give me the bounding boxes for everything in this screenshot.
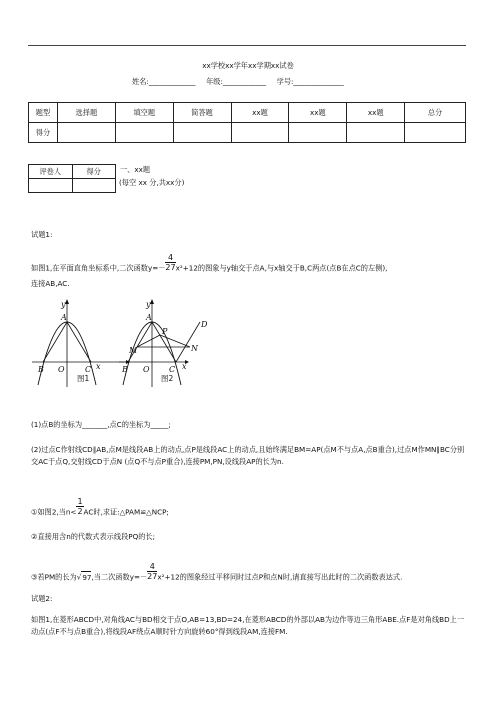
name-label: 姓名: (132, 77, 149, 86)
score-table-score-row (29, 123, 466, 143)
q1-sub1-text: ①如图2,当n< (31, 507, 77, 517)
score-row-label: 得分 (29, 123, 58, 143)
exam-title: xx学校xx学年xx学期xx试卷 (202, 61, 294, 70)
label-b: B (122, 365, 128, 374)
section-subtitle: (每空 xx 分,共xx分) (119, 178, 185, 187)
label-n: N (191, 344, 198, 353)
label-y: y (146, 300, 151, 309)
label-x: x (96, 362, 101, 371)
segment-pn (160, 335, 190, 347)
score-input-cell[interactable] (57, 123, 115, 143)
question-1-sub-3 (31, 562, 403, 587)
figure-2-caption: 图2 (161, 374, 174, 383)
fraction (147, 562, 157, 581)
score-cell: 选择题 (57, 103, 115, 123)
fraction (165, 253, 175, 272)
y-axis-arrow (150, 299, 154, 304)
q1-sub3-text: ,当二次函数y=－ (91, 572, 148, 582)
score-table-header-row (29, 103, 466, 123)
student-id-field[interactable]: ______________ (293, 77, 344, 86)
figure-1 (30, 299, 130, 389)
score-table (28, 102, 466, 143)
label-m: M (129, 346, 138, 355)
question-1-stem-line1 (31, 253, 388, 278)
name-field[interactable]: _____________ (148, 77, 196, 86)
score-input-cell[interactable] (347, 123, 405, 143)
segment-ab (128, 322, 152, 362)
grader-input-cell[interactable] (72, 179, 116, 193)
fraction-numerator: 4 (147, 562, 157, 572)
question-1-stem-line2: 连接AB,AC. (31, 279, 70, 288)
label-b: B (38, 365, 44, 374)
segment-ac (67, 322, 91, 362)
fraction-denominator: 2 (77, 507, 83, 516)
score-cell: xx题 (347, 103, 405, 123)
segment-ab (43, 322, 67, 362)
score-input-cell[interactable] (405, 123, 466, 143)
label-x: x (182, 362, 187, 371)
fraction-numerator: 4 (165, 253, 175, 263)
label-o: O (143, 365, 150, 374)
label-c: C (169, 365, 176, 374)
q1-sub3-text: x²+12的图象经过平移同时过点P和点N时,请直接写出此时的二次函数表达式. (157, 572, 403, 582)
question-1-part-1: (1)点B的坐标为_______,点C的坐标为_____; (31, 420, 171, 429)
grader-score-label: 得分 (72, 165, 116, 179)
fraction (76, 497, 83, 516)
grader-input-cell[interactable] (29, 179, 73, 193)
question-1-sub-2: ②直接用含n的代数式表示线段PQ的长; (31, 532, 156, 541)
score-cell: xx题 (231, 103, 289, 123)
score-cell: 填空题 (115, 103, 173, 123)
q1-sub1-text: AC时,求证:△PAM≌△NCP; (83, 507, 169, 517)
sqrt-radicand: 97 (82, 572, 92, 582)
score-cell: xx题 (289, 103, 347, 123)
fraction-numerator: 1 (77, 497, 83, 506)
fraction-denominator: 27 (165, 263, 176, 272)
student-info-line (132, 77, 344, 87)
section-title: 一、xx题 (120, 165, 151, 174)
figure-1-caption: 图1 (77, 374, 90, 383)
q1-text: x²+12的图象与y轴交于点A,与x轴交于B,C两点(点B在点C的左侧), (175, 263, 388, 273)
grade-field[interactable]: ____________ (222, 77, 267, 86)
sqrt-sign: √ (76, 572, 82, 582)
top-divider (28, 45, 466, 46)
label-o: O (58, 365, 65, 374)
label-p: P (162, 327, 168, 336)
score-input-cell[interactable] (289, 123, 347, 143)
q1-sub3-text: ③若PM的长为 (31, 572, 77, 582)
score-cell: 简答题 (173, 103, 231, 123)
question-2-stem: 如图1,在菱形ABCD中,对角线AC与BD相交于点O,AB=13,BD=24,在菱形ABCD的外部以AB为边作等边三角形ABE.点F是对角线BD上一动点(点F不与点B重合),将线段AF绕点A顺时针方向旋转60°得到线段AM,连接FM. (31, 615, 465, 636)
grader-label: 评卷人 (29, 165, 73, 179)
y-axis-arrow (65, 299, 69, 304)
label-d: D (201, 320, 208, 329)
fraction-denominator: 27 (147, 572, 158, 581)
grader-table (28, 164, 116, 193)
label-a: A (146, 313, 152, 322)
q1-text: 如图1,在平面直角坐标系中,二次函数y=－ (31, 263, 166, 273)
student-id-label: 学号: (276, 77, 294, 86)
score-input-cell[interactable] (173, 123, 231, 143)
score-input-cell[interactable] (115, 123, 173, 143)
ray-cd (176, 322, 200, 362)
label-a: A (61, 313, 67, 322)
score-cell: 题型 (29, 103, 58, 123)
figure-2 (117, 299, 217, 389)
score-cell: 总分 (405, 103, 466, 123)
label-c: C (85, 365, 92, 374)
score-input-cell[interactable] (231, 123, 289, 143)
question-1-label: 试题1: (31, 230, 53, 239)
label-y: y (61, 300, 66, 309)
question-1-sub-1 (31, 497, 169, 522)
question-1-part-2: (2)过点C作射线CD∥AB,点M是线段AB上的动点,点P是线段AC上的动点,且始终满足BM=AP(点M不与点A,点B重合),过点M作MN∥BC分别交AC于点Q,交射线CD于点N (点Q不与点P重合),连接PM,PN,设线段AP的长为n. (31, 445, 465, 466)
question-2-label: 试题2: (31, 594, 53, 603)
grade-label: 年级: (206, 77, 223, 86)
